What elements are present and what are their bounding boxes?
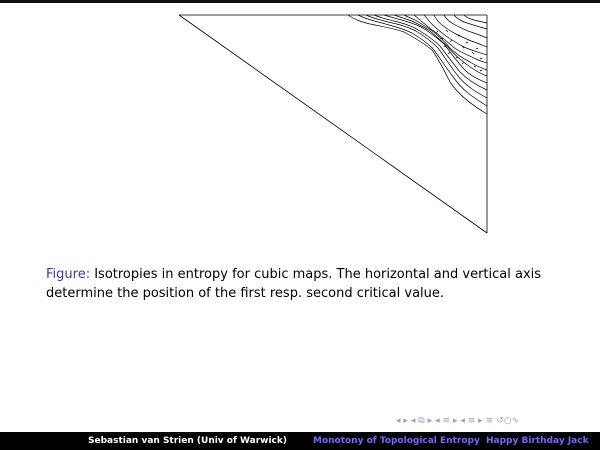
section-nav-icon[interactable]: ◂ ≡ ▸ <box>460 416 483 426</box>
nav-arrow-left-icon[interactable]: ◂ ▸ <box>396 416 408 426</box>
footer-title: Monotony of Topological Entropy <box>313 436 480 446</box>
subsection-nav-icon[interactable]: ◂ ≡ ▸ <box>435 416 458 426</box>
isentrope-curves <box>348 15 487 114</box>
footer-occasion: Happy Birthday Jack <box>486 436 589 446</box>
beamer-navigation <box>396 413 586 429</box>
caption-text: Isotropies in entropy for cubic maps. The horizontal and vertical axis determine the position of the first resp. second critical value. <box>46 267 542 301</box>
align-icon[interactable]: ≡ <box>485 416 494 426</box>
footer-author: Sebastian van Strien (Univ of Warwick) <box>88 436 287 446</box>
caption-label: Figure: <box>46 267 91 282</box>
triangle-diagonal <box>179 15 487 233</box>
figure-caption <box>46 265 556 303</box>
search-icon[interactable]: ↺○∿ <box>496 416 520 426</box>
frame-nav-icon[interactable]: ◂ ⧉ ▸ <box>410 416 433 426</box>
footer-bar <box>0 432 600 450</box>
